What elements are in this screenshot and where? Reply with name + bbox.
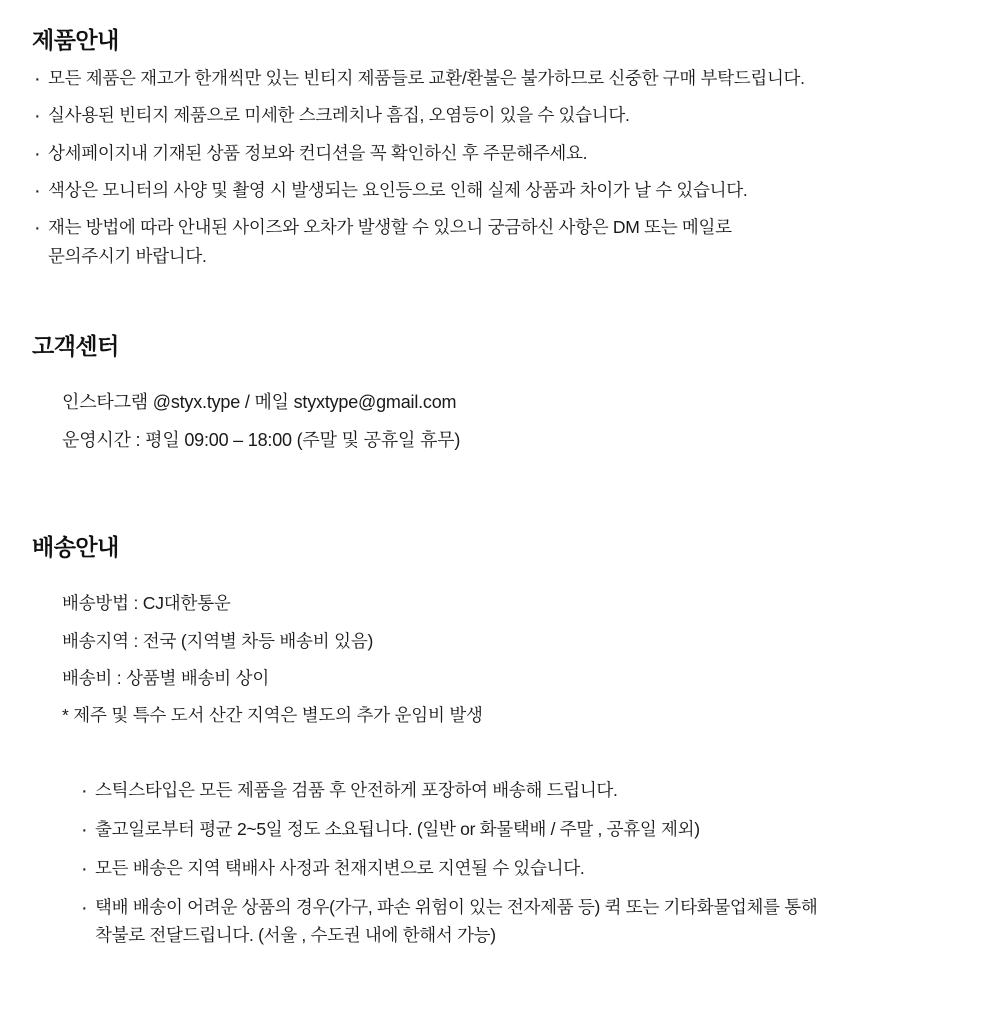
list-item: 배송방법 : CJ대한통운 bbox=[62, 593, 231, 614]
list-item bbox=[30, 139, 970, 167]
product-info-item-5-line2: 문의주시기 바랍니다. bbox=[48, 245, 207, 266]
list-item: · 모든 배송은 지역 택배사 사정과 천재지변으로 지연될 수 있습니다. bbox=[78, 854, 970, 882]
spacer bbox=[30, 729, 970, 765]
product-info-item-1: 모든 제품은 재고가 한개씩만 있는 빈티지 제품들로 교환/환불은 불가하므로 신중한 구매 부탁드립니다. bbox=[48, 68, 805, 88]
list-item: * 제주 및 특수 도서 산간 지역은 별도의 추가 운임비 발생 bbox=[62, 704, 483, 725]
shipping-title: 배송안내 bbox=[32, 534, 119, 561]
shipping-details-list bbox=[30, 590, 970, 729]
instagram-and-email-line: 인스타그램 @styx.type / 메일 styxtype@gmail.com bbox=[62, 392, 457, 413]
product-info-item-2: 실사용된 빈티지 제품으로 미세한 스크레치나 흠집, 오염등이 있을 수 있습니다. bbox=[48, 105, 630, 126]
shipping-notes-list bbox=[30, 776, 970, 949]
product-info-item-3: 상세페이지내 기재된 상품 정보와 컨디션을 꼭 확인하신 후 주문해주세요. bbox=[48, 142, 588, 163]
list-item bbox=[78, 893, 970, 949]
list-item bbox=[30, 101, 970, 129]
spacer bbox=[30, 562, 970, 580]
shipping-section bbox=[30, 529, 970, 949]
customer-center-section bbox=[30, 328, 970, 455]
spacer bbox=[30, 361, 970, 379]
list-item: 배송지역 : 전국 (지역별 차등 배송비 있음) bbox=[62, 630, 374, 651]
product-info-item-5-line1: · 재는 방법에 따라 안내된 사이즈와 오차가 발생할 수 있으니 궁금하신 사항은 DM 또는 메일로 bbox=[48, 217, 732, 238]
list-item bbox=[30, 64, 970, 92]
product-info-list bbox=[30, 64, 970, 270]
product-info-item-4: 색상은 모니터의 사양 및 촬영 시 발생되는 요인등으로 인해 실제 상품과 차이가 날 수 있습니다. bbox=[48, 180, 748, 201]
product-info-section bbox=[30, 22, 970, 270]
list-item: · 출고일로부터 평균 2~5일 정도 소요됩니다. (일반 or 화물택배 / 주말 , 공휴일 제외) bbox=[78, 815, 970, 843]
operating-hours-line: 운영시간 : 평일 09:00 – 18:00 (주말 및 공휴일 휴무) bbox=[62, 430, 461, 451]
list-item: · 스틱스타입은 모든 제품을 검품 후 안전하게 포장하여 배송해 드립니다. bbox=[78, 776, 970, 804]
customer-center-title: 고객센터 bbox=[32, 333, 119, 360]
spacer bbox=[30, 455, 970, 529]
list-item: 배송비 : 상품별 배송비 상이 bbox=[62, 667, 270, 688]
spacer bbox=[30, 270, 970, 328]
shipping-note-4-line1: · 택배 배송이 어려운 상품의 경우(가구, 파손 위험이 있는 전자제품 등) 퀵 또는 기타화물업체를 통해 bbox=[95, 896, 818, 917]
list-item bbox=[30, 176, 970, 204]
list-item bbox=[30, 213, 970, 270]
shipping-note-4-line2: 착불로 전달드립니다. (서울 , 수도권 내에 한해서 가능) bbox=[95, 924, 496, 945]
product-info-title: 제품안내 bbox=[32, 27, 119, 53]
